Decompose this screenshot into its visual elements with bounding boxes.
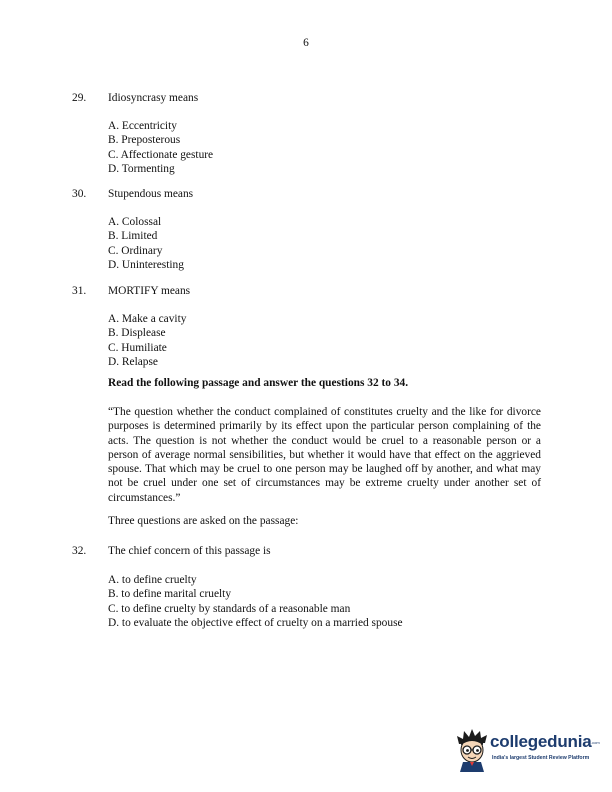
option: C. Humiliate — [108, 341, 167, 354]
passage-instruction: Read the following passage and answer the questions 32 to 34. — [108, 377, 409, 389]
logo-wordmark: collegedunia — [490, 732, 592, 751]
option: D. to evaluate the objective effect of cruelty on a married spouse — [108, 616, 403, 629]
collegedunia-logo[interactable] — [455, 728, 600, 772]
option: D. Uninteresting — [108, 258, 184, 271]
option: B. Limited — [108, 230, 158, 243]
options-list — [108, 573, 403, 630]
option: A. Make a cavity — [108, 313, 187, 325]
logo-tagline: India's largest Student Review Platform — [492, 755, 590, 761]
question-number: 31. — [72, 285, 87, 297]
question-number: 29. — [72, 92, 87, 104]
options-list — [108, 215, 184, 272]
passage-note: Three questions are asked on the passage: — [108, 515, 299, 527]
question-text: Stupendous means — [108, 188, 194, 200]
option: D. Relapse — [108, 355, 158, 368]
options-list — [108, 312, 186, 369]
option: A. Eccentricity — [108, 120, 177, 132]
option: A. to define cruelty — [108, 574, 197, 586]
page-number: 6 — [303, 37, 309, 49]
option: D. Tormenting — [108, 162, 175, 175]
question-number: 30. — [72, 188, 87, 200]
question-text: Idiosyncrasy means — [108, 92, 199, 104]
passage-text: “The question whether the conduct complained of constitutes cruelty and the like for divorce purposes is determined primarily by its effect upon the particular person complaining of the acts. The question is not whether the conduct would be cruel to a reasonable person or a person of average normal sensibilities, but whether it would have that effect on the aggrieved spouse. That which may be cruel to one person may be laughed off by another, and what may not be cruel under one set of circumstances may be extreme cruelty under another set of circumstances.” — [108, 406, 541, 504]
option: A. Colossal — [108, 216, 162, 228]
option: B. to define marital cruelty — [108, 588, 232, 601]
option: C. Ordinary — [108, 244, 163, 257]
mascot-icon — [455, 728, 491, 772]
question-number: 32. — [72, 545, 87, 557]
question-text: The chief concern of this passage is — [108, 545, 271, 557]
options-list — [108, 119, 213, 176]
option: C. Affectionate gesture — [108, 148, 214, 161]
option: B. Displease — [108, 327, 166, 340]
question-text: MORTIFY means — [108, 285, 191, 297]
option: B. Preposterous — [108, 134, 181, 147]
option: C. to define cruelty by standards of a reasonable man — [108, 602, 351, 615]
logo-tld: .com — [591, 740, 600, 745]
